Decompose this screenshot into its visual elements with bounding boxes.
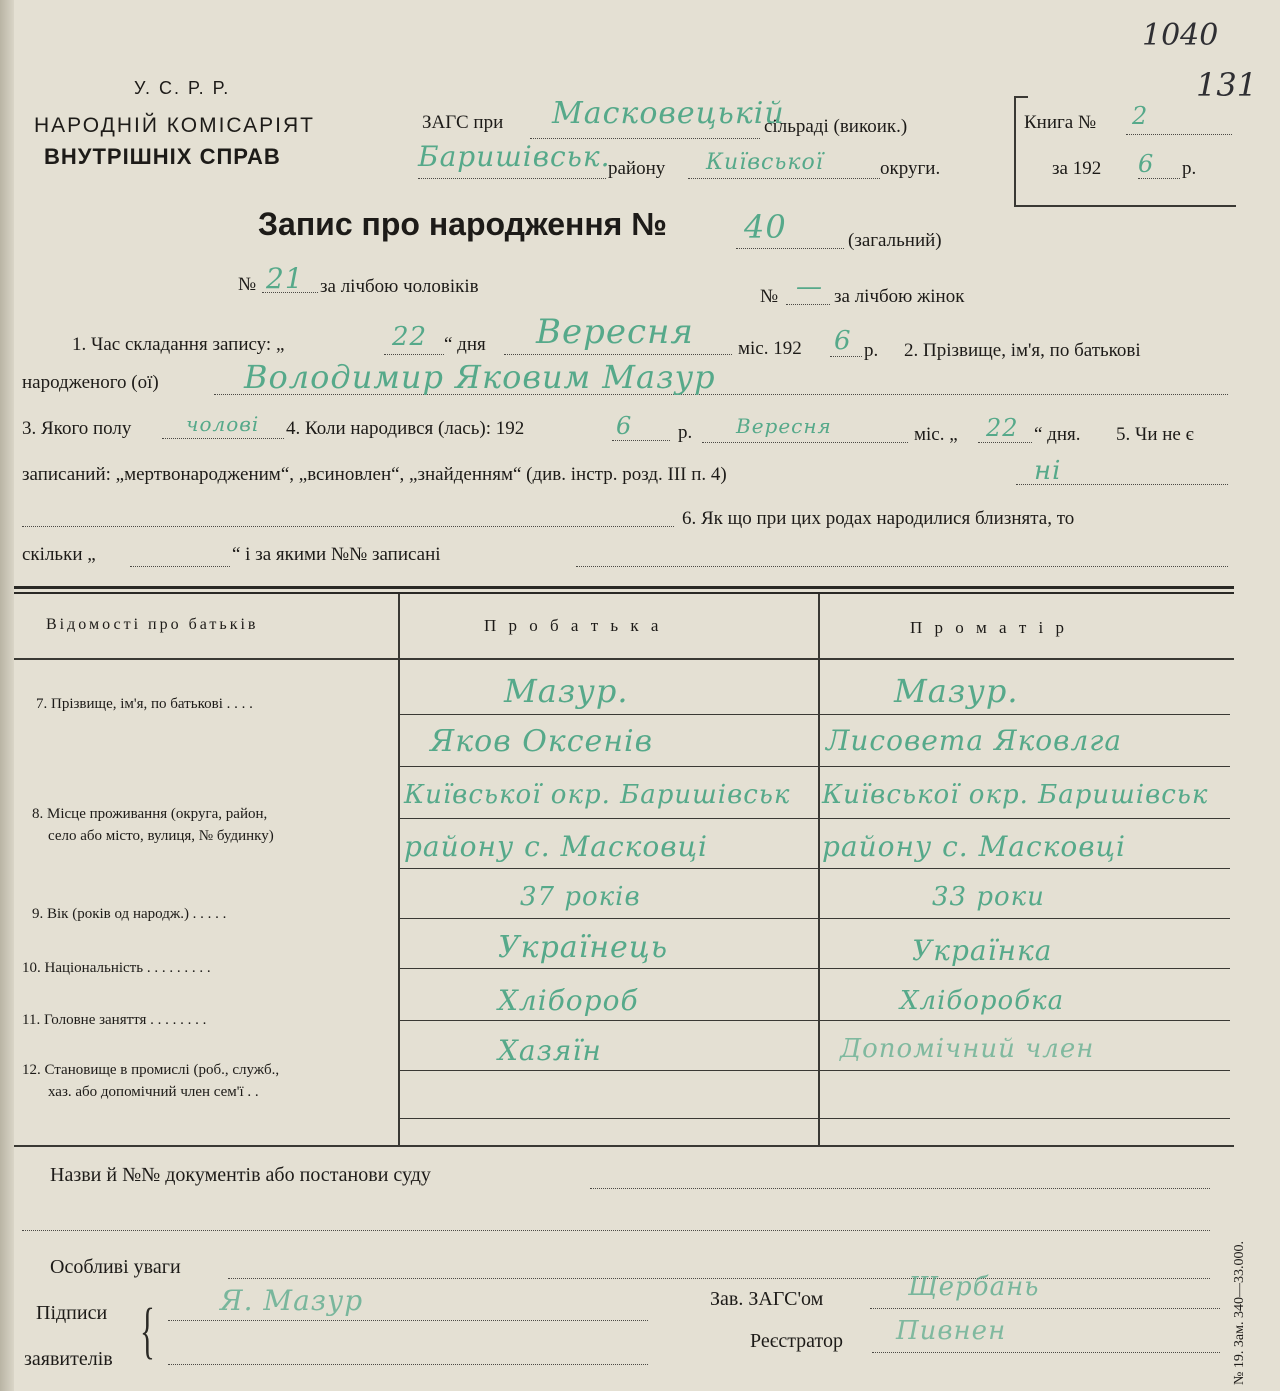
row-rule-9 xyxy=(398,1118,1230,1119)
field5-extra-line xyxy=(22,526,674,527)
zags-head-signature: Щербань xyxy=(908,1272,1040,1302)
documents-label: Назви й №№ документів або постанови суду xyxy=(50,1164,431,1186)
year-suffix: р. xyxy=(1182,158,1197,179)
signatures-label-1: Підписи xyxy=(36,1302,108,1324)
field4-month-suffix: міс. „ xyxy=(914,424,958,445)
year-line xyxy=(1138,178,1180,179)
field1-month-value: Вересня xyxy=(536,312,694,352)
record-number-line xyxy=(736,248,844,249)
mother-name: Лисовета Яковлга xyxy=(826,724,1123,757)
field4-day-value: 22 xyxy=(986,414,1019,442)
archive-sheet-number: 131 xyxy=(1196,66,1258,104)
field1-month-line xyxy=(504,354,732,355)
field3-label: 3. Якого полу xyxy=(22,418,132,439)
field1-year-line xyxy=(830,356,862,357)
field5-label: 5. Чи не є xyxy=(1116,424,1194,445)
signature-line-1 xyxy=(168,1320,648,1321)
field5-value: ні xyxy=(1034,456,1062,486)
mother-nationality: Українка xyxy=(912,934,1053,967)
book-label: Книга № xyxy=(1024,112,1097,133)
father-name: Яков Оксенів xyxy=(430,724,654,759)
row-rule-8 xyxy=(398,1070,1230,1071)
field1-day-suffix: “ дня xyxy=(444,334,486,355)
col-header-mother: П р о м а т і р xyxy=(910,618,1068,637)
applicant-signature: Я. Мазур xyxy=(220,1284,364,1317)
book-box-bottom xyxy=(1014,205,1236,207)
field1-day-line xyxy=(384,354,444,355)
okruha-value: Київської xyxy=(706,150,824,175)
table-top-rule-thin xyxy=(14,592,1234,594)
table-top-rule-thick xyxy=(14,586,1234,589)
women-count-prefix: № xyxy=(760,286,779,307)
row12-label2: хаз. або допомічний член сем'ї . . xyxy=(48,1084,259,1100)
field4-month-line xyxy=(702,442,908,443)
record-number-value: 40 xyxy=(744,208,787,246)
field4-day-line xyxy=(978,442,1032,443)
village-council-line xyxy=(530,138,760,139)
father-residence-2: району с. Масковці xyxy=(404,830,708,863)
col-header-father: П р о б а т ь к а xyxy=(484,616,663,635)
row-rule-4 xyxy=(398,868,1230,869)
field4-label: 4. Коли народився (лась): 192 xyxy=(286,418,525,439)
village-council-suffix: сільраді (викоик.) xyxy=(764,116,908,137)
row-rule-1 xyxy=(398,714,1230,715)
signatures-label-2: заявителів xyxy=(24,1348,113,1370)
table-header-bottom xyxy=(14,658,1234,660)
men-count-prefix: № xyxy=(238,274,257,295)
field2-label: 2. Прізвище, ім'я, по батькові xyxy=(904,340,1141,361)
okruha-line xyxy=(688,178,880,179)
field6-numbers-line xyxy=(576,566,1228,567)
col-header-info: Відомості про батьків xyxy=(46,616,259,633)
row-rule-5 xyxy=(398,918,1230,919)
men-count-suffix: за лічбою чоловіків xyxy=(320,276,479,297)
men-count-value: 21 xyxy=(266,262,304,295)
father-residence-1: Київської окр. Баришівськ xyxy=(404,780,791,810)
row8-label: 8. Місце проживання (округа, район, xyxy=(32,806,268,822)
row9-label: 9. Вік (років од народж.) . . . . . xyxy=(32,906,227,922)
paper-edge xyxy=(0,0,14,1391)
field4-year-line xyxy=(612,440,670,441)
field2-value: Володимир Яковим Мазур xyxy=(244,358,716,396)
ussr-label: У. С. Р. Р. xyxy=(134,78,231,98)
field1-year-value: 6 xyxy=(834,326,852,356)
field6-label-cont1: скільки „ xyxy=(22,544,96,565)
women-count-suffix: за лічбою жінок xyxy=(834,286,965,307)
women-count-line xyxy=(786,304,830,305)
row11-label: 11. Головне заняття . . . . . . . . xyxy=(22,1012,207,1028)
field4-month-value: Вересня xyxy=(736,414,832,438)
mother-age: 33 роки xyxy=(932,882,1045,912)
field4-day-suffix: “ дня. xyxy=(1034,424,1081,445)
father-age: 37 років xyxy=(520,882,641,912)
field1-label: 1. Час складання запису: „ xyxy=(72,334,285,355)
field6-count-line xyxy=(130,566,230,567)
year-value: 6 xyxy=(1138,150,1155,178)
table-bottom-rule xyxy=(14,1145,1234,1147)
field1-year-suffix: р. xyxy=(864,340,879,361)
father-status: Хазяїн xyxy=(498,1034,602,1067)
table-col-divider-1 xyxy=(398,594,400,1146)
district-suffix: району xyxy=(608,158,666,179)
field4-year-value: 6 xyxy=(616,412,633,440)
women-count-value: — xyxy=(796,272,823,302)
book-number-line xyxy=(1126,134,1232,135)
record-title-suffix: (загальний) xyxy=(848,230,942,251)
zags-head-line xyxy=(870,1308,1220,1309)
row8-label2: село або місто, вулиця, № будинку) xyxy=(48,828,274,844)
row10-label: 10. Національність . . . . . . . . . xyxy=(22,960,211,976)
archive-top-number: 1040 xyxy=(1142,18,1219,53)
registrar-signature: Пивнен xyxy=(896,1316,1007,1346)
table-col-divider-2 xyxy=(818,594,820,1146)
book-box-top xyxy=(1014,96,1028,98)
mother-occupation: Хліборобка xyxy=(900,986,1065,1016)
book-number-value: 2 xyxy=(1132,102,1149,130)
record-title: Запис про народження № xyxy=(258,206,667,242)
documents-line-2 xyxy=(22,1230,1210,1231)
documents-line xyxy=(590,1188,1210,1189)
field3-value: чолові xyxy=(186,412,260,436)
year-label: за 192 xyxy=(1052,158,1102,179)
district-line xyxy=(418,178,606,179)
remarks-line xyxy=(228,1278,1210,1279)
field4-year-suffix: р. xyxy=(678,422,693,443)
village-council-value: Масковецькій xyxy=(552,96,785,131)
field3-value-line xyxy=(162,438,284,439)
mother-surname: Мазур. xyxy=(894,672,1019,710)
mother-status: Допомічний член xyxy=(840,1034,1095,1064)
side-print: № 19. Зам. 340—33.000. xyxy=(1232,1241,1247,1385)
okruha-suffix: округи. xyxy=(880,158,941,179)
signatures-brace: { xyxy=(140,1297,155,1365)
father-surname: Мазур. xyxy=(504,672,629,710)
zags-prefix: ЗАГС при xyxy=(422,112,504,133)
remarks-label: Особливі уваги xyxy=(50,1256,181,1278)
row-rule-6 xyxy=(398,968,1230,969)
zags-head-label: Зав. ЗАГС'ом xyxy=(710,1288,824,1310)
field6-label: 6. Як що при цих родах народилися близнята, то xyxy=(682,508,1075,529)
row7-label: 7. Прізвище, ім'я, по батькові . . . . xyxy=(36,696,253,712)
district-value: Баришівськ. xyxy=(418,140,611,173)
row12-label: 12. Становище в промислі (роб., служб., xyxy=(22,1062,280,1078)
commissariat-line2: ВНУТРІШНІХ СПРАВ xyxy=(44,144,281,169)
registrar-line xyxy=(872,1352,1220,1353)
registrar-label: Реєстратор xyxy=(750,1330,844,1352)
mother-residence-1: Київської окр. Баришівськ xyxy=(822,780,1209,810)
field6-label-cont2: “ і за якими №№ записані xyxy=(232,544,441,565)
field2-label-cont: народженого (ої) xyxy=(22,372,159,393)
father-occupation: Хлібороб xyxy=(498,984,639,1017)
father-nationality: Українець xyxy=(498,930,669,965)
row-rule-3 xyxy=(398,818,1230,819)
signature-line-2 xyxy=(168,1364,648,1365)
mother-residence-2: району с. Масковці xyxy=(822,830,1126,863)
field1-day-value: 22 xyxy=(392,322,428,352)
field1-month-suffix: міс. 192 xyxy=(738,338,802,359)
commissariat-line1: НАРОДНІЙ КОМІСАРІЯТ xyxy=(34,114,315,137)
row-rule-2 xyxy=(398,766,1230,767)
book-box-left xyxy=(1014,96,1016,206)
field5-label-cont: записаний: „мертвонародженим“, „всиновлен“, „знайденням“ (див. інстр. розд. III п. 4) xyxy=(22,464,727,485)
row-rule-7 xyxy=(398,1020,1230,1021)
